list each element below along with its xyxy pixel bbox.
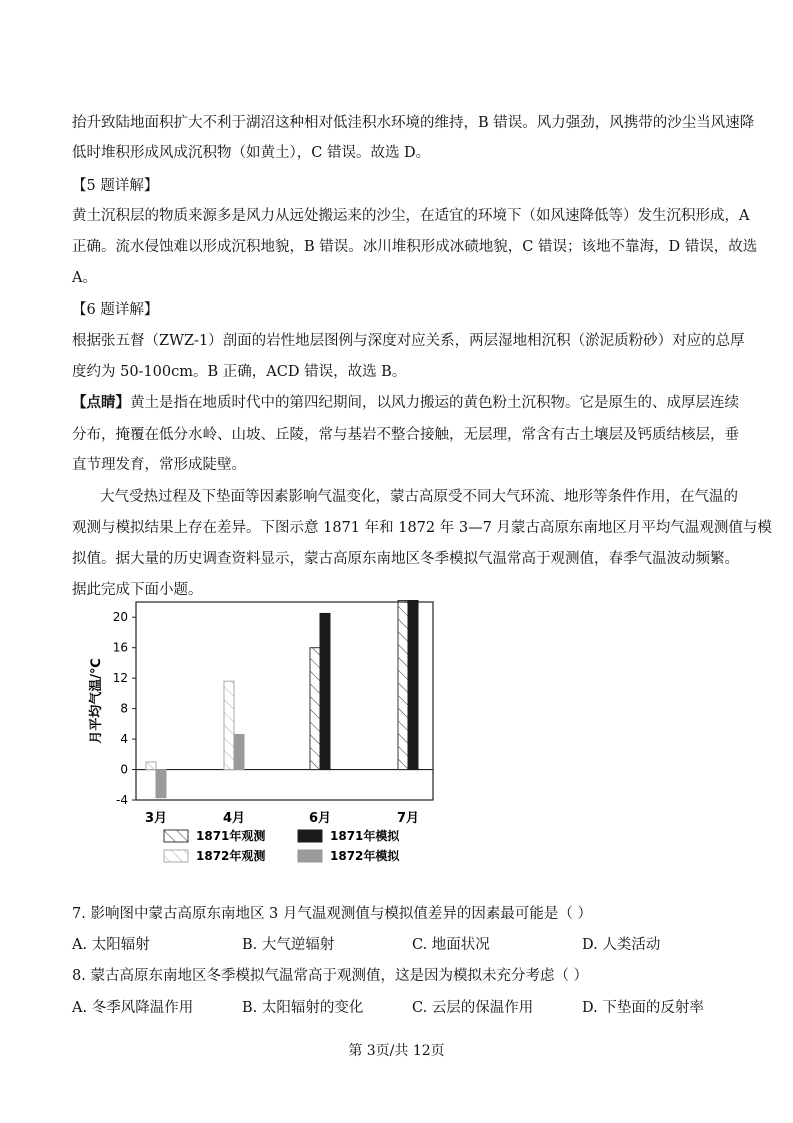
y-tick-label: -4 bbox=[116, 793, 128, 807]
bar-1871年模拟 bbox=[320, 613, 330, 769]
y-tick-label: 12 bbox=[112, 671, 128, 686]
paragraph-line: 直节理发育，常形成陡壁。 bbox=[72, 457, 246, 473]
legend-label: 1872年观测 bbox=[196, 849, 266, 863]
question-7-stem: 7. 影响图中蒙古高原东南地区 3 月气温观测值与模拟值差异的因素最可能是（ ） bbox=[72, 906, 592, 922]
legend-swatch bbox=[298, 850, 322, 862]
paragraph-line: 抬升致陆地面积扩大不利于湖沼这种相对低洼积水环境的维持，B 错误。风力强劲，风携带的沙尘当风速降 bbox=[72, 115, 755, 131]
paragraph-line: A。 bbox=[72, 270, 97, 286]
intro-line: 大气受热过程及下垫面等因素影响气温变化，蒙古高原受不同大气环流、地形等条件作用，在气温的 bbox=[100, 489, 738, 505]
y-tick-label: 0 bbox=[120, 762, 128, 777]
y-axis-label: 月平均气温/℃ bbox=[89, 658, 104, 744]
section-heading-6: 【6 题详解】 bbox=[72, 302, 159, 318]
intro-line: 拟值。据大量的历史调查资料显示，蒙古高原东南地区冬季模拟气温常高于观测值，春季气温波动频繁。 bbox=[72, 551, 739, 567]
legend-swatch bbox=[298, 830, 322, 842]
option-d[interactable]: D. 人类活动 bbox=[582, 937, 661, 953]
y-tick-label: 4 bbox=[120, 732, 128, 747]
y-tick-label: 8 bbox=[120, 701, 128, 716]
bar-1871年观测 bbox=[310, 648, 320, 770]
bar-1871年观测 bbox=[398, 600, 408, 769]
option-c[interactable]: C. 地面状况 bbox=[412, 937, 490, 953]
x-tick-label: 4月 bbox=[222, 811, 246, 826]
legend-swatch bbox=[164, 830, 188, 842]
question-8-stem: 8. 蒙古高原东南地区冬季模拟气温常高于观测值，这是因为模拟未充分考虑（ ） bbox=[72, 968, 589, 984]
x-tick-label: 3月 bbox=[144, 811, 168, 826]
option-b[interactable]: B. 太阳辐射的变化 bbox=[242, 1000, 364, 1016]
section-heading-5: 【5 题详解】 bbox=[72, 178, 159, 194]
question-7-options bbox=[72, 935, 732, 955]
bar-1871年模拟 bbox=[408, 600, 418, 770]
option-d[interactable]: D. 下垫面的反射率 bbox=[582, 1000, 704, 1016]
paragraph-line: 正确。流水侵蚀难以形成沉积地貌，B 错误。冰川堆积形成冰碛地貌，C 错误；该地不靠海，D 错误，故选 bbox=[72, 239, 758, 255]
x-tick-label: 6月 bbox=[308, 811, 332, 826]
bar-1872年观测 bbox=[146, 762, 156, 770]
temperature-bar-chart bbox=[86, 600, 446, 875]
option-a[interactable]: A. 冬季风降温作用 bbox=[72, 1000, 194, 1016]
paragraph-line: 分布，掩覆在低分水岭、山坡、丘陵，常与基岩不整合接触，无层理，常含有古土壤层及钙质结核层，垂 bbox=[72, 427, 739, 443]
legend-label: 1871年模拟 bbox=[330, 829, 400, 843]
legend-swatch bbox=[164, 850, 188, 862]
intro-line: 观测与模拟结果上存在差异。下图示意 1871 年和 1872 年 3—7 月蒙古高原东南地区月平均气温观测值与模 bbox=[72, 520, 772, 536]
bar-1872年模拟 bbox=[234, 735, 244, 770]
x-tick-label: 7月 bbox=[396, 811, 420, 826]
bar-1872年模拟 bbox=[156, 770, 166, 798]
page-footer: 第 3页/共 12页 bbox=[348, 1043, 445, 1059]
question-8-options bbox=[72, 998, 732, 1018]
paragraph-line: 黄土沉积层的物质来源多是风力从远处搬运来的沙尘，在适宜的环境下（如风速降低等）发生沉积形成，A bbox=[72, 208, 750, 224]
option-c[interactable]: C. 云层的保温作用 bbox=[412, 1000, 534, 1016]
bar-1872年观测 bbox=[224, 681, 234, 769]
y-tick-label: 20 bbox=[112, 610, 128, 625]
paragraph-line: 度约为 50-100cm。B 正确，ACD 错误，故选 B。 bbox=[72, 364, 407, 380]
legend-label: 1871年观测 bbox=[196, 829, 266, 843]
key-point-text: 黄土是指在地质时代中的第四纪期间，以风力搬运的黄色粉土沉积物。它是原生的、成厚层连续 bbox=[130, 395, 739, 411]
option-b[interactable]: B. 大气逆辐射 bbox=[242, 937, 335, 953]
intro-line: 据此完成下面小题。 bbox=[72, 582, 203, 598]
key-point-line bbox=[72, 393, 739, 413]
paragraph-line: 根据张五督（ZWZ-1）剖面的岩性地层图例与深度对应关系，两层湿地相沉积（淤泥质粉砂）对应的总厚 bbox=[72, 333, 745, 349]
option-a[interactable]: A. 太阳辐射 bbox=[72, 937, 150, 953]
key-point-label: 【点睛】 bbox=[72, 394, 130, 411]
plot-frame bbox=[136, 602, 433, 800]
legend-label: 1872年模拟 bbox=[330, 849, 400, 863]
paragraph-line: 低时堆积形成风成沉积物（如黄土），C 错误。故选 D。 bbox=[72, 145, 431, 161]
y-tick-label: 16 bbox=[112, 640, 128, 655]
